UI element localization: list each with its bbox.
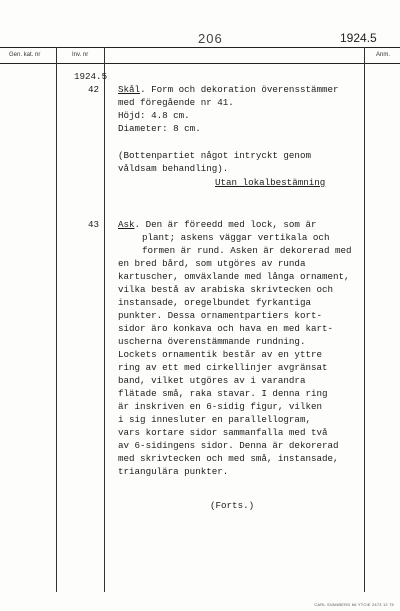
- entry-42-note-line-1: (Bottenpartiet något intryckt genom: [118, 150, 311, 161]
- header-bottom-rule: [0, 63, 400, 64]
- entry-43-line: triangulära punkter.: [118, 466, 229, 477]
- entry-43-line: instansade, oregelbundet fyrkantiga: [118, 297, 311, 308]
- entry-43-line: vilka bestå av arabiska skrivtecken och: [118, 284, 334, 295]
- entry-43-line: flätade små, raka stavar. I denna ring: [118, 388, 328, 399]
- entry-43-line: band, vilket utgöres av i varandra: [118, 375, 306, 386]
- entry-43-line: uscherna överenstämmande rundning.: [118, 336, 306, 347]
- column-header-inv-nr: Inv. nr: [72, 52, 89, 58]
- page-number: 206: [198, 31, 223, 46]
- entry-43-line: plant; askens väggar vertikala och: [142, 232, 330, 243]
- entry-43-line: ring av ett med cirkellinjer avgränsat: [118, 362, 328, 373]
- entry-42-diameter: Diameter: 8 cm.: [118, 123, 201, 134]
- column-rule-3: [364, 47, 365, 592]
- entry-43-line: är inskriven en 6-sidig figur, vilken: [118, 401, 322, 412]
- entry-42-line-1: [118, 83, 339, 96]
- entry-43-line: i sig innesluter en parallellogram,: [118, 414, 311, 425]
- header-year: 1924.5: [340, 31, 377, 45]
- entry-43-line: med skrivtecken och med små, instansade,: [118, 453, 339, 464]
- column-rule-2: [104, 47, 105, 592]
- entry-42-line-2: med föregående nr 41.: [118, 97, 234, 108]
- entry-group-year: 1924.5: [74, 71, 108, 82]
- entry-43-line-1-text: . Den är föreedd med lock, som är: [134, 219, 317, 230]
- entry-42-title: Skål: [118, 84, 141, 95]
- inv-number-42: 42: [88, 84, 100, 95]
- entry-43-line: vars kortare sidor sammanfalla med två: [118, 427, 328, 438]
- continued-marker: (Forts.): [210, 500, 255, 511]
- entry-42-height: Höjd: 4.8 cm.: [118, 110, 190, 121]
- column-header-anm: Anm.: [376, 52, 391, 58]
- entry-43-line-1: [118, 218, 317, 231]
- entry-43-line: kartuscher, omväxlande med långa ornament,: [118, 271, 350, 282]
- printer-imprint: CARL SVANBERG 66 YTCIE 2473 12 75: [314, 602, 394, 607]
- entry-42-note-line-2: våldsam behandling).: [118, 163, 229, 174]
- entry-42-provenance: Utan lokalbestämning: [215, 177, 326, 188]
- entry-43-line: en bred bård, som utgöres av runda: [118, 258, 306, 269]
- entry-43-line: av 6-sidingens sidor. Denna är dekorerad: [118, 440, 339, 451]
- entry-43-line: Lockets ornamentik består av en yttre: [118, 349, 322, 360]
- entry-43-line: sidor äro konkava och hava en med kart-: [118, 323, 334, 334]
- entry-42-line-1-text: . Form och dekoration överensstämmer: [140, 84, 339, 95]
- header-top-rule: [0, 47, 400, 48]
- entry-43-line: formen är rund. Asken är dekorerad med: [142, 245, 352, 256]
- entry-43-title: Ask: [118, 219, 135, 230]
- entry-43-line: punkter. Dessa ornamentpartiers kort-: [118, 310, 322, 321]
- column-rule-1: [56, 47, 57, 592]
- inv-number-43: 43: [88, 219, 100, 230]
- column-header-gen-kat-nr: Gen. kat. nr: [9, 52, 41, 58]
